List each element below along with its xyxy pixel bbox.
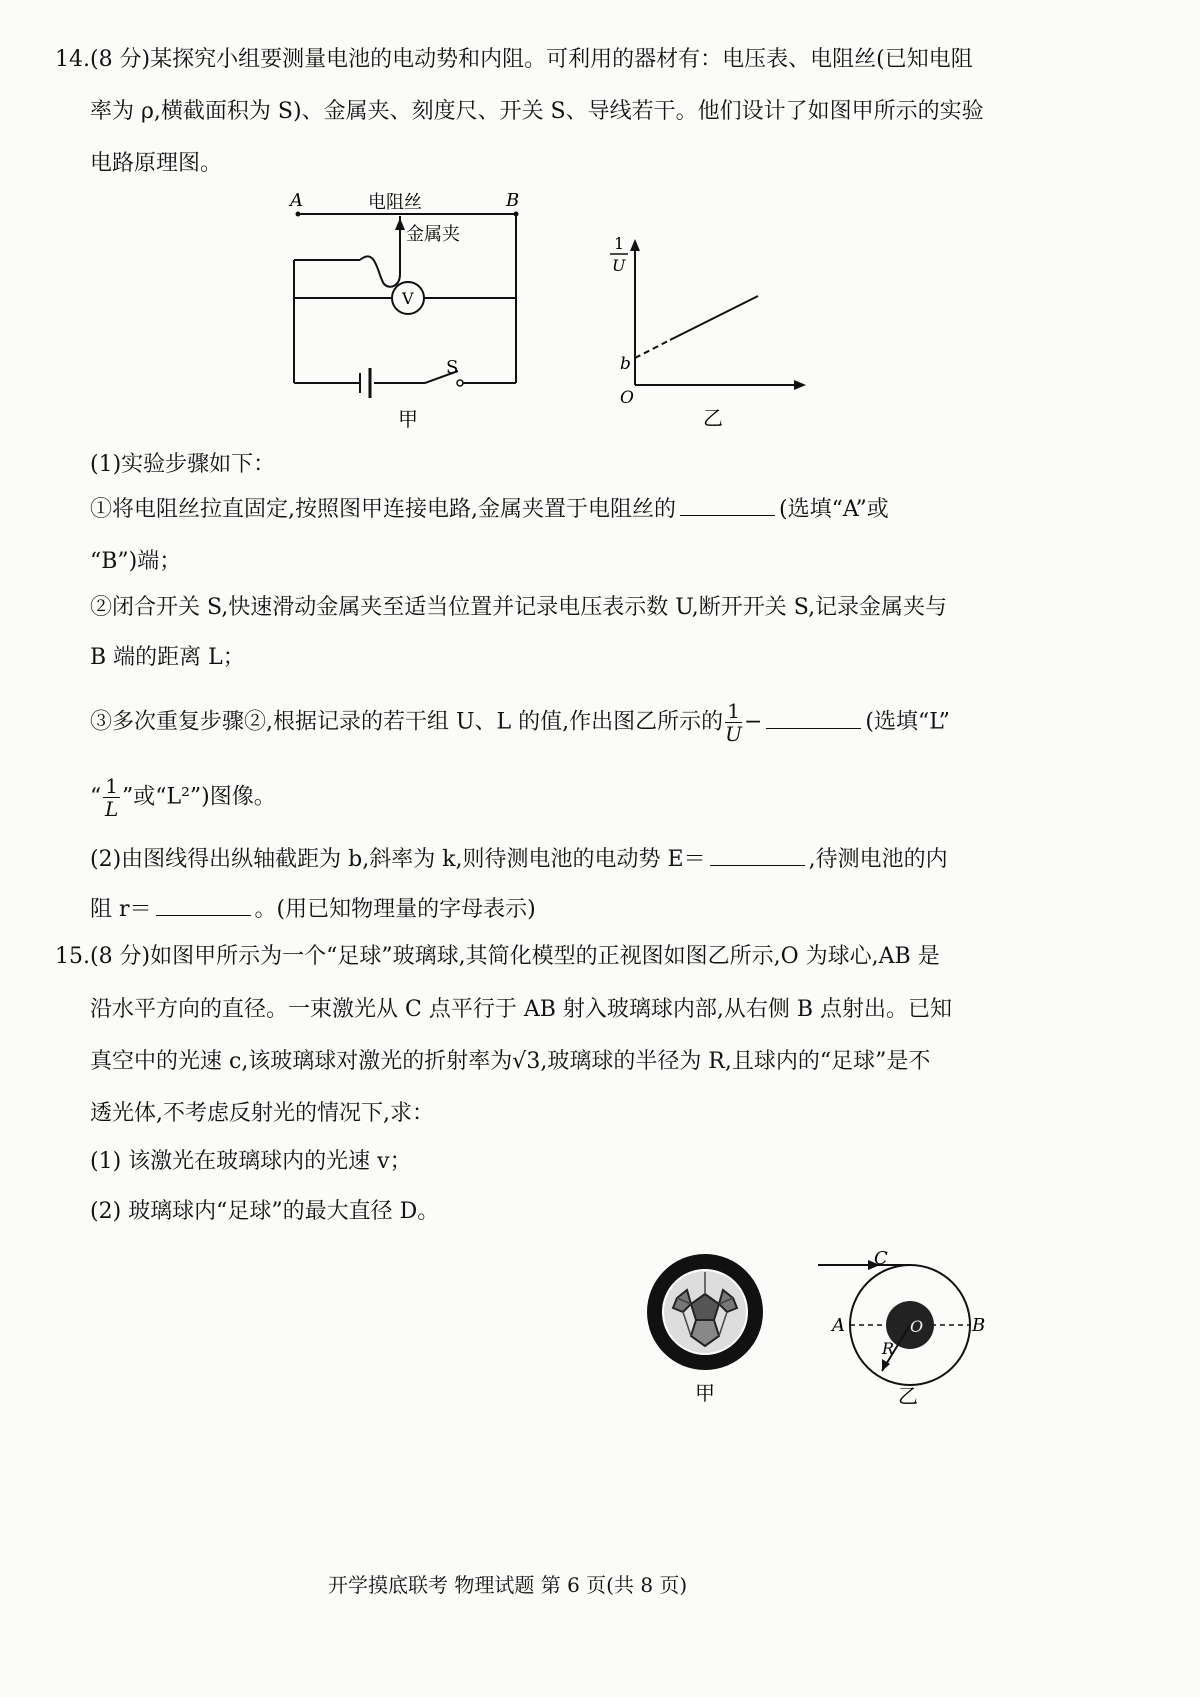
fraction-1-over-u [725, 700, 742, 745]
step-1-item-3-text: ③多次重复步骤②,根据记录的若干组 U、L 的值,作出图乙所示的 [90, 709, 724, 735]
step-1-title: (1)实验步骤如下： [90, 452, 276, 477]
fraction-denominator: U [725, 722, 742, 746]
step-1-item-1 [90, 495, 889, 525]
intercept-b-label: b [620, 354, 631, 374]
switch-label: S [446, 357, 459, 378]
open-quote: “ [90, 784, 102, 810]
step-1-item-3 [90, 700, 950, 745]
center-o-label: O [910, 1317, 924, 1336]
point-a-label: A [290, 190, 303, 211]
y-axis-denominator: U [612, 256, 626, 275]
step-1-item-3-hint: (选填“L” [865, 709, 950, 735]
fraction-numerator: 1 [105, 774, 118, 798]
fraction-numerator: 1 [725, 700, 742, 723]
answer-blank-1[interactable] [680, 497, 775, 516]
resistance-wire-label: 电阻丝 [368, 192, 422, 213]
part-2-line-2 [90, 895, 536, 925]
answer-blank-2[interactable] [766, 710, 861, 729]
inverse-u-graph [600, 225, 820, 435]
step-1-item-1-hint: (选填“A”或 [779, 497, 889, 522]
circuit-diagram [280, 190, 540, 440]
step-1-item-1-cont: “B”)端； [90, 549, 182, 574]
fraction-denominator: L [104, 797, 119, 821]
q15-part-2: (2) 玻璃球内“足球”的最大直径 D。 [90, 1199, 440, 1224]
part-2-text-1: (2)由图线得出纵轴截距为 b,斜率为 k,则待测电池的电动势 E＝ [90, 847, 706, 872]
step-1-item-2: ②闭合开关 S,快速滑动金属夹至适当位置并记录电压表示数 U,断开开关 S,记录金属夹与 [90, 595, 948, 620]
point-a-label-2: A [832, 1315, 845, 1336]
football-ball-photo [635, 1250, 775, 1410]
part-2-text-2: ,待测电池的内 [808, 847, 948, 872]
figure-yi-caption-2: 乙 [898, 1384, 918, 1408]
point-b-label: B [506, 190, 520, 211]
figure-jia-caption-2: 甲 [695, 1381, 715, 1405]
q15-line-2: 沿水平方向的直径。一束激光从 C 点平行于 AB 射入玻璃球内部,从右侧 B 点射出。已知 [90, 997, 953, 1022]
origin-label: O [620, 388, 634, 408]
glass-ball-model [810, 1228, 1010, 1408]
part-2-line-1 [90, 845, 948, 875]
radius-r-label: R [882, 1339, 895, 1358]
fraction-1-over-l [103, 775, 120, 820]
q14-line-2: 率为 ρ,横截面积为 S)、金属夹、刻度尺、开关 S、导线若干。他们设计了如图甲所示的实验 [90, 99, 984, 124]
answer-blank-4[interactable] [156, 897, 251, 916]
y-axis-numerator: 1 [614, 234, 625, 253]
q15-line-3: 真空中的光速 c,该玻璃球对激光的折射率为√3,玻璃球的半径为 R,且球内的“足球”是不 [90, 1049, 931, 1074]
q14-heading: 14.(8 分)某探究小组要测量电池的电动势和内阻。可利用的器材有：电压表、电阻丝(已知电阻 [55, 47, 973, 72]
answer-blank-3[interactable] [710, 847, 805, 866]
part-2-text-3: 阻 r＝ [90, 897, 152, 922]
q14-line-3: 电路原理图。 [90, 151, 223, 176]
figure-yi-caption: 乙 [703, 406, 723, 430]
minus-sign: − [743, 709, 763, 735]
figure-jia-caption: 甲 [398, 407, 418, 431]
part-2-text-4: 。(用已知物理量的字母表示) [254, 897, 536, 922]
step-1-item-3-cont-text: ”或“L²”)图像。 [121, 784, 276, 810]
q15-line-4: 透光体,不考虑反射光的情况下,求： [90, 1101, 434, 1126]
metal-clip-label: 金属夹 [406, 224, 460, 245]
point-c-label: C [874, 1248, 888, 1269]
point-b-label-2: B [972, 1315, 986, 1336]
page-footer: 开学摸底联考 物理试题 第 6 页(共 8 页) [328, 1573, 688, 1597]
q15-part-1: (1) 该激光在玻璃球内的光速 v； [90, 1149, 412, 1174]
q15-heading: 15.(8 分)如图甲所示为一个“足球”玻璃球,其简化模型的正视图如图乙所示,O 为球心,AB 是 [55, 944, 940, 969]
step-1-item-1-text: ①将电阻丝拉直固定,按照图甲连接电路,金属夹置于电阻丝的 [90, 497, 676, 522]
step-1-item-3-cont [90, 775, 276, 820]
voltmeter-label: V [402, 289, 414, 308]
step-1-item-2-cont: B 端的距离 L； [90, 645, 245, 670]
